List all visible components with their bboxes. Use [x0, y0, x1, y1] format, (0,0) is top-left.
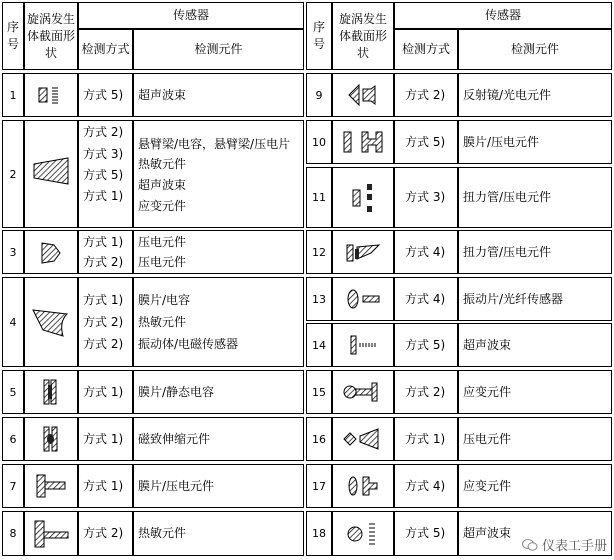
header-shape-right: 旋涡发生体截面形状 — [332, 2, 394, 70]
row-6-method: 方式 1) — [78, 417, 133, 461]
row-3-no: 3 — [2, 230, 24, 274]
shape-12-icon — [341, 237, 385, 267]
header-seq-right: 序号 — [306, 2, 332, 70]
header-seq: 序号 — [2, 2, 24, 70]
row-6-shape — [24, 417, 78, 461]
watermark — [519, 535, 610, 554]
header-element: 检测元件 — [133, 29, 304, 70]
row-10-no: 10 — [306, 120, 332, 164]
wechat-icon — [522, 538, 538, 552]
row-7-shape — [24, 464, 78, 508]
row-15-no: 15 — [306, 370, 332, 414]
row-8-shape — [24, 511, 78, 556]
row-5-method: 方式 1) — [78, 370, 133, 414]
row-18-no: 18 — [306, 511, 332, 556]
row-3-element: 压电元件 压电元件 — [133, 230, 304, 274]
shape-6-icon — [36, 424, 66, 454]
header-shape: 旋涡发生体截面形状 — [24, 2, 78, 70]
shape-5-icon — [36, 377, 66, 407]
row-11-no: 11 — [306, 167, 332, 228]
row-4-element: 膜片/电容 热敏元件 振动体/电磁传感器 — [133, 277, 304, 367]
row-4-no: 4 — [2, 277, 24, 367]
shape-2-icon — [28, 154, 74, 194]
row-12-element: 扭力管/压电元件 — [458, 230, 612, 274]
row-12-shape — [332, 230, 394, 274]
row-11-element: 扭力管/压电元件 — [458, 167, 612, 228]
row-11-shape — [332, 167, 394, 228]
shape-4-icon — [29, 304, 73, 340]
row-15-method: 方式 2) — [394, 370, 458, 414]
row-14-method: 方式 5) — [394, 323, 458, 367]
row-1-element: 超声波束 — [133, 73, 304, 117]
row-17-no: 17 — [306, 464, 332, 508]
row-10-method: 方式 5) — [394, 120, 458, 164]
row-7-no: 7 — [2, 464, 24, 508]
row-11-method: 方式 3) — [394, 167, 458, 228]
row-8-method: 方式 2) — [78, 511, 133, 556]
row-10-shape — [332, 120, 394, 164]
header-method-right: 检测方式 — [394, 29, 458, 70]
row-16-shape — [332, 417, 394, 461]
shape-7-icon — [31, 471, 71, 501]
row-3-shape — [24, 230, 78, 274]
header-method: 检测方式 — [78, 29, 133, 70]
row-2-shape — [24, 120, 78, 228]
shape-18-icon — [341, 518, 385, 550]
row-1-method: 方式 5) — [78, 73, 133, 117]
row-13-element: 振动片/光纤传感器 — [458, 277, 612, 321]
header-sensor: 传感器 — [78, 2, 304, 29]
row-2-no: 2 — [2, 120, 24, 228]
row-10-element: 膜片/压电元件 — [458, 120, 612, 164]
row-16-method: 方式 1) — [394, 417, 458, 461]
row-7-element: 膜片/压电元件 — [133, 464, 304, 508]
row-9-shape — [332, 73, 394, 117]
row-7-method: 方式 1) — [78, 464, 133, 508]
row-2-element: 悬臂梁/电容，悬臂梁/压电片 热敏元件 超声波束 应变元件 — [133, 120, 304, 228]
row-13-no: 13 — [306, 277, 332, 321]
row-5-element: 膜片/静态电容 — [133, 370, 304, 414]
shape-13-icon — [341, 284, 385, 314]
row-6-no: 6 — [2, 417, 24, 461]
row-6-element: 磁致伸缩元件 — [133, 417, 304, 461]
watermark-text: 仪表工手册 — [541, 539, 607, 554]
shape-11-icon — [343, 178, 383, 218]
row-8-no: 8 — [2, 511, 24, 556]
row-18-method: 方式 5) — [394, 511, 458, 556]
row-18-shape — [332, 511, 394, 556]
row-17-method: 方式 4) — [394, 464, 458, 508]
row-2-method: 方式 2) 方式 3) 方式 5) 方式 1) — [78, 120, 133, 228]
row-15-shape — [332, 370, 394, 414]
row-9-method: 方式 2) — [394, 73, 458, 117]
row-16-element: 压电元件 — [458, 417, 612, 461]
row-17-shape — [332, 464, 394, 508]
row-9-element: 反射镜/光电元件 — [458, 73, 612, 117]
row-18-element: 超声波束 — [458, 511, 612, 556]
shape-15-icon — [338, 377, 388, 407]
shape-17-icon — [341, 471, 385, 501]
row-5-no: 5 — [2, 370, 24, 414]
row-9-no: 9 — [306, 73, 332, 117]
row-1-no: 1 — [2, 73, 24, 117]
row-12-method: 方式 4) — [394, 230, 458, 274]
shape-3-icon — [36, 239, 66, 265]
row-1-shape — [24, 73, 78, 117]
row-15-element: 应变元件 — [458, 370, 612, 414]
shape-10-icon — [338, 127, 388, 157]
row-14-no: 14 — [306, 323, 332, 367]
row-17-element: 应变元件 — [458, 464, 612, 508]
row-14-element: 超声波束 — [458, 323, 612, 367]
row-3-method: 方式 1) 方式 2) — [78, 230, 133, 274]
row-13-shape — [332, 277, 394, 321]
shape-14-icon — [341, 330, 385, 360]
row-4-method: 方式 1) 方式 2) 方式 2) — [78, 277, 133, 367]
row-8-element: 热敏元件 — [133, 511, 304, 556]
shape-8-icon — [29, 518, 73, 550]
row-5-shape — [24, 370, 78, 414]
header-element-right: 检测元件 — [458, 29, 612, 70]
row-16-no: 16 — [306, 417, 332, 461]
row-12-no: 12 — [306, 230, 332, 274]
row-4-shape — [24, 277, 78, 367]
shape-16-icon — [338, 424, 388, 454]
shape-9-icon — [343, 80, 383, 110]
row-14-shape — [332, 323, 394, 367]
header-sensor-right: 传感器 — [394, 2, 612, 29]
row-13-method: 方式 4) — [394, 277, 458, 321]
shape-1-icon — [36, 82, 66, 108]
